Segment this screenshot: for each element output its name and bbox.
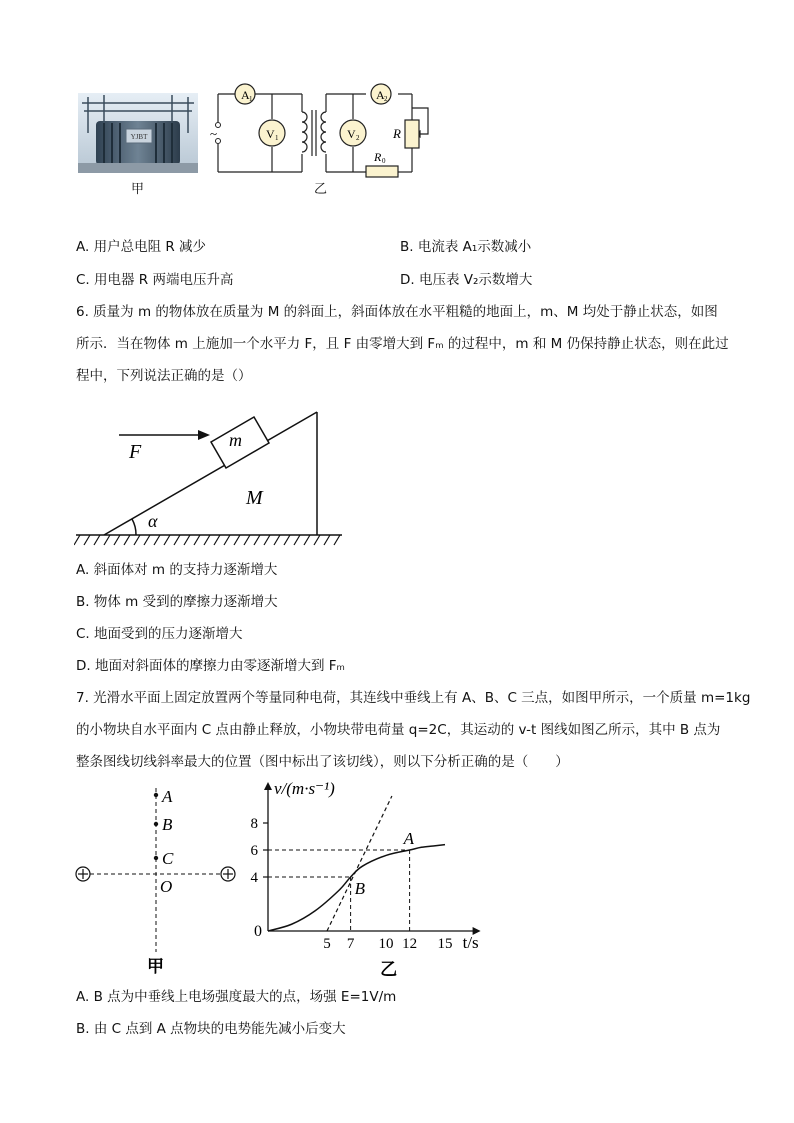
block-m-label: m [229,430,242,450]
v2-sub: 2 [356,134,360,142]
q6-stem-line-1: 6. 质量为 m 的物体放在质量为 M 的斜面上，斜面体放在水平粗糙的地面上，m、M 均处于静止状态，如图 [76,304,718,320]
point-a-label: A [162,787,173,806]
q6-option-a: A. 斜面体对 m 的支持力逐渐增大 [76,562,278,578]
q5-option-c: C. 用电器 R 两端电压升高 [76,272,234,288]
x-tick-label-10: 10 [378,936,394,952]
chart-point-label-A: A [403,829,414,848]
y-tick-label-8: 8 [250,816,258,832]
point-a-dot [154,793,158,797]
a1-sub: 1 [249,95,253,103]
chart-point-label-B: B [354,879,365,898]
charges-diagram [72,782,242,982]
incline-m-label: M [246,487,263,509]
nameplate-text: YJBT [130,133,148,141]
point-b-label: B [162,815,173,834]
q7-stem-line-1: 7. 光滑水平面上固定放置两个等量同种电荷，其连线中垂线上有 A、B、C 三点，如图甲所示，一个质量 m=1kg [76,690,751,706]
r0-label: R [374,150,382,164]
transformer-circuit-diagram [200,78,430,183]
ac-source-symbol: ~ [210,126,218,141]
point-o-label: O [160,877,173,896]
x-tick-label-5: 5 [323,936,331,952]
top-caption-left: 甲 [131,182,145,197]
q5-option-a: A. 用户总电阻 R 减少 [76,239,207,255]
x-tick-label-15: 15 [437,936,453,952]
q6-option-c: C. 地面受到的压力逐渐增大 [76,626,243,642]
angle-alpha-label: α [148,511,158,531]
tangent-line [327,796,392,931]
x-tick-label-7: 7 [346,936,355,952]
incline-diagram [74,405,344,550]
a2-label: A [376,88,385,102]
q6-option-d: D. 地面对斜面体的摩擦力由零逐渐增大到 Fₘ [76,658,345,674]
q7-option-a: A. B 点为中垂线上电场强度最大的点，场强 E=1V/m [76,989,397,1005]
y-tick-label-6: 6 [250,843,258,859]
q6-option-b: B. 物体 m 受到的摩擦力逐渐增大 [76,594,278,610]
fig-left-caption: 甲 [147,957,164,976]
q5-option-b: B. 电流表 A₁示数减小 [400,239,532,255]
positive-charge-right-icon [221,867,235,881]
v1-label: V [266,127,275,141]
point-c-label: C [162,849,174,868]
v1-sub: 1 [275,134,279,142]
y-tick-label-4: 4 [250,870,258,886]
q7-stem-line-3: 整条图线切线斜率最大的位置（图中标出了该切线），则以下分析正确的是（ ） [76,754,569,770]
rheostat-r-icon [405,120,419,148]
point-b-dot [154,822,158,826]
q7-option-b: B. 由 C 点到 A 点物块的电势能先减小后变大 [76,1021,346,1037]
positive-charge-left-icon [76,867,90,881]
q6-stem-line-3: 程中，下列说法正确的是（） [76,368,252,384]
force-f-label: F [129,441,142,463]
q7-stem-line-2: 的小物块自水平面内 C 点由静止释放，小物块带电荷量 q=2C，其运动的 v-t 图线如图乙所示，其中 B 点为 [76,722,721,738]
vt-chart [238,774,498,984]
q5-option-d: D. 电压表 V₂示数增大 [400,272,533,288]
chart-caption: 乙 [380,960,398,979]
resistor-r0-icon [366,166,398,177]
r-label: R [393,126,401,141]
transformer-photo [78,93,198,173]
v2-label: V [347,127,356,141]
origin-label: 0 [254,923,262,940]
top-caption-right: 乙 [314,182,328,197]
r0-sub: 0 [382,157,386,165]
point-c-dot [154,856,158,860]
a1-label: A [241,88,250,102]
y-axis-arrow-icon [264,782,272,790]
transformer-photo-graphic [78,93,198,173]
x-tick-label-12: 12 [402,936,418,952]
q6-stem-line-2: 所示．当在物体 m 上施加一个水平力 F，且 F 由零增大到 Fₘ 的过程中，m 和 M 仍保持静止状态，则在此过 [76,336,729,352]
x-axis-label: t/s [462,933,479,952]
a2-sub: 2 [384,95,388,103]
y-axis-label: v/(m·s⁻¹) [274,779,335,798]
